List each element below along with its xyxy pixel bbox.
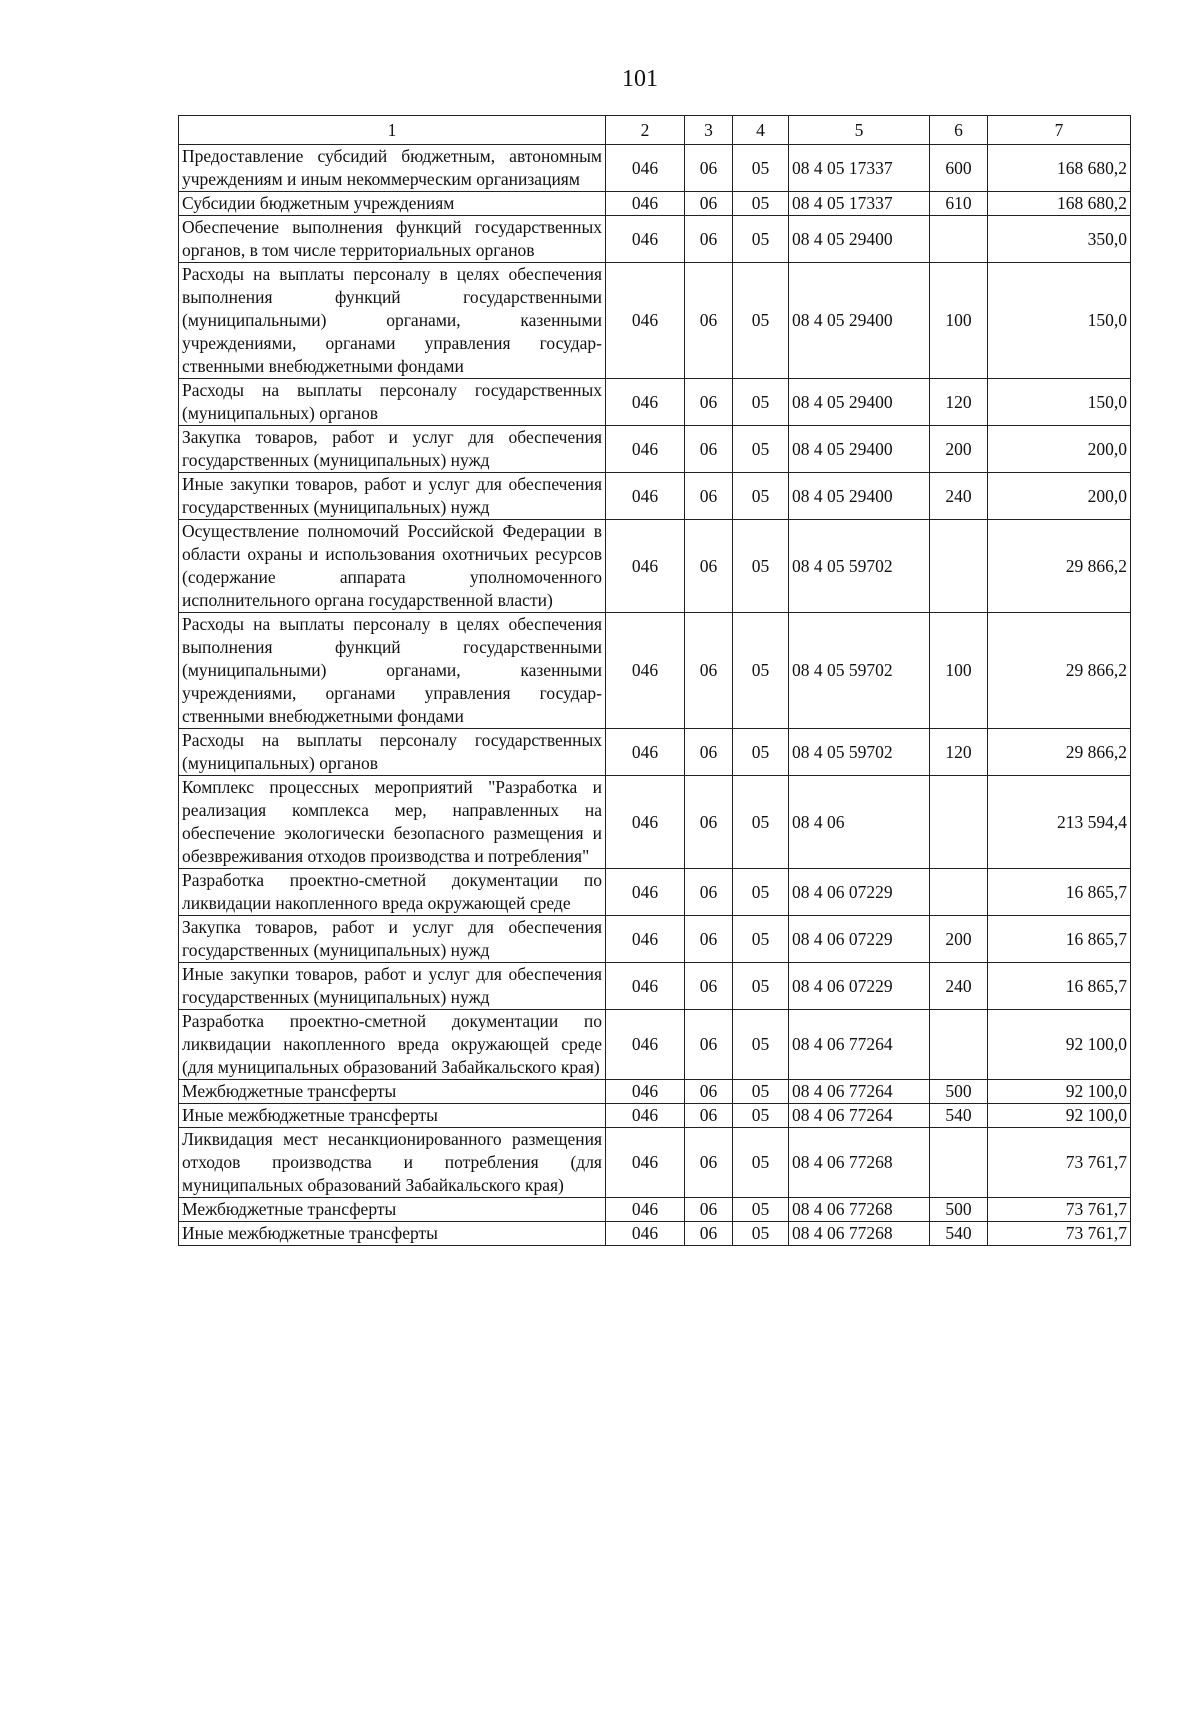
row-code-3-cell: 06 bbox=[685, 426, 733, 473]
table-row bbox=[179, 1080, 1131, 1104]
row-code-6-cell: 200 bbox=[930, 916, 988, 963]
row-code-5-cell: 08 4 05 29400 bbox=[789, 263, 930, 379]
row-code-3-cell: 06 bbox=[685, 613, 733, 729]
row-code-2-cell: 046 bbox=[606, 145, 685, 192]
row-code-6-cell: 100 bbox=[930, 263, 988, 379]
row-code-3-cell: 06 bbox=[685, 1010, 733, 1080]
row-code-3-cell: 06 bbox=[685, 963, 733, 1010]
row-code-3-cell: 06 bbox=[685, 1128, 733, 1198]
row-code-3-cell: 06 bbox=[685, 263, 733, 379]
row-code-5-cell: 08 4 05 17337 bbox=[789, 192, 930, 216]
row-code-3-cell: 06 bbox=[685, 869, 733, 916]
row-code-4-cell: 05 bbox=[733, 613, 789, 729]
row-code-6-cell bbox=[930, 1128, 988, 1198]
row-amount-cell: 92 100,0 bbox=[988, 1080, 1131, 1104]
row-code-2-cell: 046 bbox=[606, 776, 685, 869]
row-code-6-cell bbox=[930, 1010, 988, 1080]
row-code-3-cell: 06 bbox=[685, 145, 733, 192]
row-code-6-cell: 540 bbox=[930, 1222, 988, 1246]
row-code-3-cell: 06 bbox=[685, 1104, 733, 1128]
row-name-cell: Субсидии бюджетным учреждениям bbox=[179, 192, 606, 216]
row-code-4-cell: 05 bbox=[733, 473, 789, 520]
row-amount-cell: 200,0 bbox=[988, 473, 1131, 520]
row-amount-cell: 16 865,7 bbox=[988, 869, 1131, 916]
row-name-cell: Межбюджетные трансферты bbox=[179, 1080, 606, 1104]
row-name-cell: Иные межбюджетные трансферты bbox=[179, 1222, 606, 1246]
row-code-2-cell: 046 bbox=[606, 1010, 685, 1080]
row-name-cell: Расходы на выплаты персоналу государственных (муниципальных) органов bbox=[179, 729, 606, 776]
row-code-3-cell: 06 bbox=[685, 916, 733, 963]
header-row bbox=[179, 116, 1131, 145]
row-code-4-cell: 05 bbox=[733, 776, 789, 869]
table-row bbox=[179, 1222, 1131, 1246]
header-cell-5: 5 bbox=[789, 116, 930, 145]
row-code-2-cell: 046 bbox=[606, 1080, 685, 1104]
row-code-4-cell: 05 bbox=[733, 379, 789, 426]
row-code-6-cell bbox=[930, 776, 988, 869]
row-name-cell: Предоставление субсидий бюджетным, автономным учреждениям и иным некоммерческим организациям bbox=[179, 145, 606, 192]
row-name-cell: Расходы на выплаты персоналу в целях обеспечения выполнения функций государственными (муниципальными) органами, казенными учреждениями, органами управления государственными внебюджетными фондами bbox=[179, 263, 606, 379]
row-code-3-cell: 06 bbox=[685, 216, 733, 263]
row-code-6-cell: 100 bbox=[930, 613, 988, 729]
table-row bbox=[179, 1104, 1131, 1128]
row-code-2-cell: 046 bbox=[606, 963, 685, 1010]
row-code-5-cell: 08 4 06 77268 bbox=[789, 1128, 930, 1198]
row-code-5-cell: 08 4 06 07229 bbox=[789, 916, 930, 963]
table-row bbox=[179, 869, 1131, 916]
row-code-6-cell: 540 bbox=[930, 1104, 988, 1128]
table-row bbox=[179, 145, 1131, 192]
row-code-5-cell: 08 4 05 59702 bbox=[789, 613, 930, 729]
row-code-4-cell: 05 bbox=[733, 869, 789, 916]
row-code-2-cell: 046 bbox=[606, 729, 685, 776]
row-code-6-cell bbox=[930, 520, 988, 613]
row-code-6-cell: 610 bbox=[930, 192, 988, 216]
row-code-2-cell: 046 bbox=[606, 613, 685, 729]
table-row bbox=[179, 379, 1131, 426]
row-name-cell: Иные закупки товаров, работ и услуг для обеспечения государственных (муниципальных) нужд bbox=[179, 473, 606, 520]
table-row bbox=[179, 473, 1131, 520]
row-code-5-cell: 08 4 05 59702 bbox=[789, 520, 930, 613]
row-code-4-cell: 05 bbox=[733, 216, 789, 263]
row-code-6-cell: 500 bbox=[930, 1080, 988, 1104]
row-name-cell: Обеспечение выполнения функций государственных органов, в том числе территориальных органов bbox=[179, 216, 606, 263]
row-code-6-cell: 120 bbox=[930, 729, 988, 776]
row-amount-cell: 73 761,7 bbox=[988, 1222, 1131, 1246]
row-code-6-cell bbox=[930, 869, 988, 916]
header-cell-1: 1 bbox=[179, 116, 606, 145]
row-code-2-cell: 046 bbox=[606, 426, 685, 473]
row-code-2-cell: 046 bbox=[606, 1104, 685, 1128]
table-row bbox=[179, 916, 1131, 963]
row-code-3-cell: 06 bbox=[685, 192, 733, 216]
row-code-5-cell: 08 4 06 77264 bbox=[789, 1080, 930, 1104]
header-cell-2: 2 bbox=[606, 116, 685, 145]
row-code-4-cell: 05 bbox=[733, 1198, 789, 1222]
row-name-cell: Осуществление полномочий Российской Федерации в области охраны и использования охотничьих ресурсов (содержание аппарата уполномоченного исполнительного органа государственной власти) bbox=[179, 520, 606, 613]
row-code-5-cell: 08 4 05 29400 bbox=[789, 379, 930, 426]
table-row bbox=[179, 216, 1131, 263]
row-code-3-cell: 06 bbox=[685, 520, 733, 613]
row-amount-cell: 213 594,4 bbox=[988, 776, 1131, 869]
row-code-2-cell: 046 bbox=[606, 379, 685, 426]
row-name-cell: Разработка проектно-сметной документации по ликвидации накопленного вреда окружающей среде (для муниципальных образований Забайкальского края) bbox=[179, 1010, 606, 1080]
row-code-5-cell: 08 4 06 07229 bbox=[789, 869, 930, 916]
row-name-cell: Расходы на выплаты персоналу государственных (муниципальных) органов bbox=[179, 379, 606, 426]
row-code-2-cell: 046 bbox=[606, 869, 685, 916]
page-number: 101 bbox=[622, 66, 658, 92]
table-row bbox=[179, 263, 1131, 379]
table-row bbox=[179, 426, 1131, 473]
row-code-5-cell: 08 4 06 77264 bbox=[789, 1104, 930, 1128]
row-name-cell: Разработка проектно-сметной документации по ликвидации накопленного вреда окружающей среде bbox=[179, 869, 606, 916]
row-amount-cell: 150,0 bbox=[988, 263, 1131, 379]
row-code-5-cell: 08 4 05 29400 bbox=[789, 426, 930, 473]
row-code-5-cell: 08 4 05 29400 bbox=[789, 216, 930, 263]
row-name-cell: Закупка товаров, работ и услуг для обеспечения государственных (муниципальных) нужд bbox=[179, 916, 606, 963]
row-code-5-cell: 08 4 05 29400 bbox=[789, 473, 930, 520]
row-amount-cell: 92 100,0 bbox=[988, 1104, 1131, 1128]
row-amount-cell: 73 761,7 bbox=[988, 1128, 1131, 1198]
row-name-cell: Расходы на выплаты персоналу в целях обеспечения выполнения функций государственными (муниципальными) органами, казенными учреждениями, органами управления государственными внебюджетными фондами bbox=[179, 613, 606, 729]
row-code-2-cell: 046 bbox=[606, 520, 685, 613]
row-code-4-cell: 05 bbox=[733, 520, 789, 613]
row-code-6-cell: 600 bbox=[930, 145, 988, 192]
table-row bbox=[179, 729, 1131, 776]
row-code-2-cell: 046 bbox=[606, 1128, 685, 1198]
header-cell-4: 4 bbox=[733, 116, 789, 145]
row-code-5-cell: 08 4 06 07229 bbox=[789, 963, 930, 1010]
row-code-5-cell: 08 4 06 77264 bbox=[789, 1010, 930, 1080]
table-row bbox=[179, 963, 1131, 1010]
row-code-6-cell: 200 bbox=[930, 426, 988, 473]
header-cell-6: 6 bbox=[930, 116, 988, 145]
row-amount-cell: 150,0 bbox=[988, 379, 1131, 426]
table-row bbox=[179, 192, 1131, 216]
row-code-5-cell: 08 4 06 bbox=[789, 776, 930, 869]
row-code-3-cell: 06 bbox=[685, 473, 733, 520]
table-row bbox=[179, 1010, 1131, 1080]
row-code-3-cell: 06 bbox=[685, 1222, 733, 1246]
row-code-3-cell: 06 bbox=[685, 379, 733, 426]
row-code-4-cell: 05 bbox=[733, 1104, 789, 1128]
row-code-4-cell: 05 bbox=[733, 1222, 789, 1246]
row-name-cell: Ликвидация мест несанкционированного размещения отходов производства и потребления (для муниципальных образований Забайкальского края) bbox=[179, 1128, 606, 1198]
row-code-2-cell: 046 bbox=[606, 1198, 685, 1222]
row-code-3-cell: 06 bbox=[685, 776, 733, 869]
row-amount-cell: 168 680,2 bbox=[988, 145, 1131, 192]
row-code-4-cell: 05 bbox=[733, 1080, 789, 1104]
row-code-5-cell: 08 4 06 77268 bbox=[789, 1198, 930, 1222]
table-row bbox=[179, 776, 1131, 869]
row-code-3-cell: 06 bbox=[685, 729, 733, 776]
row-code-2-cell: 046 bbox=[606, 263, 685, 379]
row-amount-cell: 29 866,2 bbox=[988, 613, 1131, 729]
table-row bbox=[179, 1198, 1131, 1222]
row-code-2-cell: 046 bbox=[606, 192, 685, 216]
row-code-6-cell: 240 bbox=[930, 473, 988, 520]
row-code-5-cell: 08 4 05 59702 bbox=[789, 729, 930, 776]
row-name-cell: Иные межбюджетные трансферты bbox=[179, 1104, 606, 1128]
row-code-3-cell: 06 bbox=[685, 1080, 733, 1104]
table-row bbox=[179, 1128, 1131, 1198]
budget-table bbox=[178, 115, 1131, 1246]
row-code-6-cell: 120 bbox=[930, 379, 988, 426]
row-code-4-cell: 05 bbox=[733, 145, 789, 192]
row-code-6-cell: 240 bbox=[930, 963, 988, 1010]
row-amount-cell: 200,0 bbox=[988, 426, 1131, 473]
row-amount-cell: 16 865,7 bbox=[988, 916, 1131, 963]
row-code-4-cell: 05 bbox=[733, 1010, 789, 1080]
row-code-4-cell: 05 bbox=[733, 729, 789, 776]
row-code-4-cell: 05 bbox=[733, 1128, 789, 1198]
table-row bbox=[179, 520, 1131, 613]
row-amount-cell: 29 866,2 bbox=[988, 520, 1131, 613]
row-amount-cell: 92 100,0 bbox=[988, 1010, 1131, 1080]
row-code-4-cell: 05 bbox=[733, 192, 789, 216]
row-code-2-cell: 046 bbox=[606, 216, 685, 263]
row-code-6-cell bbox=[930, 216, 988, 263]
row-code-4-cell: 05 bbox=[733, 963, 789, 1010]
row-code-2-cell: 046 bbox=[606, 916, 685, 963]
header-cell-3: 3 bbox=[685, 116, 733, 145]
row-code-2-cell: 046 bbox=[606, 473, 685, 520]
row-amount-cell: 168 680,2 bbox=[988, 192, 1131, 216]
row-name-cell: Иные закупки товаров, работ и услуг для обеспечения государственных (муниципальных) нужд bbox=[179, 963, 606, 1010]
row-code-4-cell: 05 bbox=[733, 263, 789, 379]
table-row bbox=[179, 613, 1131, 729]
row-amount-cell: 29 866,2 bbox=[988, 729, 1131, 776]
row-name-cell: Межбюджетные трансферты bbox=[179, 1198, 606, 1222]
row-code-5-cell: 08 4 05 17337 bbox=[789, 145, 930, 192]
row-code-4-cell: 05 bbox=[733, 426, 789, 473]
row-amount-cell: 73 761,7 bbox=[988, 1198, 1131, 1222]
row-name-cell: Комплекс процессных мероприятий "Разработка и реализация комплекса мер, направленных на обеспечение экологически безопасного размещения и обезвреживания отходов производства и потребления" bbox=[179, 776, 606, 869]
table-body bbox=[179, 145, 1131, 1246]
row-code-5-cell: 08 4 06 77268 bbox=[789, 1222, 930, 1246]
row-amount-cell: 16 865,7 bbox=[988, 963, 1131, 1010]
header-cell-7: 7 bbox=[988, 116, 1131, 145]
row-code-3-cell: 06 bbox=[685, 1198, 733, 1222]
row-code-6-cell: 500 bbox=[930, 1198, 988, 1222]
row-code-2-cell: 046 bbox=[606, 1222, 685, 1246]
row-code-4-cell: 05 bbox=[733, 916, 789, 963]
row-name-cell: Закупка товаров, работ и услуг для обеспечения государственных (муниципальных) нужд bbox=[179, 426, 606, 473]
row-amount-cell: 350,0 bbox=[988, 216, 1131, 263]
